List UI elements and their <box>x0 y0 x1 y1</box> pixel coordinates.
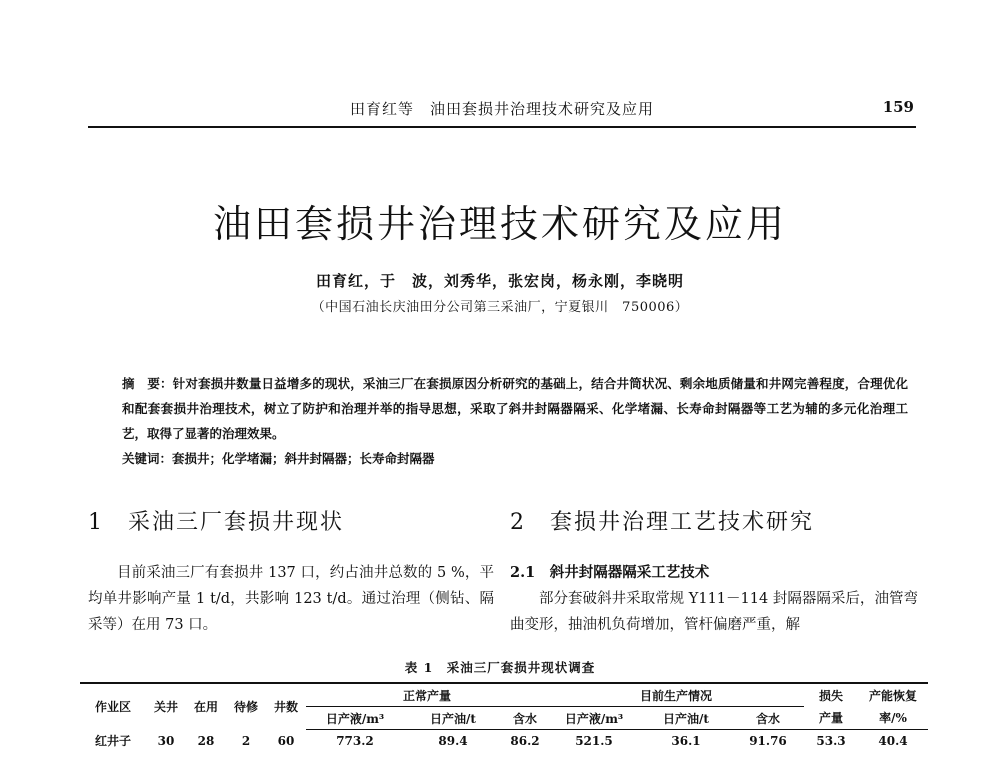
table-cell: 53.3 <box>816 734 846 748</box>
table-cell: 40.4 <box>878 734 908 748</box>
table-1 <box>80 682 928 760</box>
table-cell: 2 <box>241 733 251 748</box>
table-cell: 89.4 <box>438 734 468 748</box>
section-2-heading: 2 套损井治理工艺技术研究 <box>510 510 814 535</box>
table-cell: 91.76 <box>749 734 787 748</box>
col-header-oil-current: 日产油/t <box>640 707 732 730</box>
col-header-well-count: 井数 <box>266 683 306 730</box>
table-cell: 521.5 <box>575 734 613 748</box>
section-1-heading: 1 采油三厂套损井现状 <box>88 510 344 535</box>
abstract <box>122 371 908 446</box>
col-header-shut-in: 关井 <box>146 683 186 730</box>
col-header-oil: 日产油/t <box>404 707 502 730</box>
col-header-waiting-repair: 待修 <box>226 683 266 730</box>
right-column <box>510 560 918 638</box>
group-header-normal: 正常产量 <box>306 683 548 707</box>
table-cell: 红井子 <box>94 734 131 749</box>
abstract-text: 针对套损井数量日益增多的现状，采油三厂在套损原因分析研究的基础上，结合井筒状况、剩余地质储量和井网完善程度，合理优化和配套套损井治理技术，树立了防护和治理并举的指导思想，采取了斜井封隔器隔采、化学堵漏、长寿命封隔器等工艺为辅的多元化治理工艺，取得了显著的治理效果。 <box>122 376 908 441</box>
col-header-loss-1: 损失 <box>804 683 858 707</box>
table-cell: 86.2 <box>510 734 540 748</box>
subsection-2-1-heading: 2.1 斜井封隔器隔采工艺技术 <box>510 564 710 581</box>
col-header-in-use: 在用 <box>186 683 226 730</box>
keywords-label: 关键词： <box>122 451 173 466</box>
paper-title: 油田套损井治理技术研究及应用 <box>212 202 787 246</box>
group-header-current: 目前生产情况 <box>548 683 804 707</box>
col-header-area: 作业区 <box>80 683 146 730</box>
abstract-label: 摘 要： <box>122 376 173 391</box>
table-caption: 表 1 采油三厂套损井现状调查 <box>404 660 596 675</box>
page-number: 159 <box>882 98 914 116</box>
col-header-recovery-2: 率/% <box>858 707 928 730</box>
col-header-loss-2: 产量 <box>804 707 858 730</box>
col-header-water-cut: 含水 <box>502 707 548 730</box>
table-cell: 60 <box>277 733 295 748</box>
table-cell: 28 <box>197 733 215 748</box>
running-header <box>88 92 916 128</box>
table-cell: 30 <box>157 733 175 748</box>
table-header-row-1 <box>80 683 928 707</box>
authors: 田育红，于 波，刘秀华，张宏岗，杨永刚，李晓明 <box>315 272 684 290</box>
keywords <box>122 446 908 471</box>
col-header-liquid: 日产液/m³ <box>306 707 404 730</box>
col-header-water-cut-current: 含水 <box>732 707 804 730</box>
section-1-paragraph: 目前采油三厂有套损井 137 口，约占油井总数的 5 %，平均单井影响产量 1 t/d，共影响 123 t/d。通过治理（侧钻、隔采等）在用 73 口。 <box>88 565 494 633</box>
table-cell: 773.2 <box>336 734 374 748</box>
abstract-block <box>122 371 908 471</box>
running-title: 田育红等 油田套损井治理技术研究及应用 <box>349 100 654 118</box>
table-row <box>80 730 928 753</box>
affiliation: （中国石油长庆油田分公司第三采油厂，宁夏银川 750006） <box>311 300 689 315</box>
col-header-recovery-1: 产能恢复 <box>858 683 928 707</box>
keywords-text: 套损井；化学堵漏；斜井封隔器；长寿命封隔器 <box>172 451 435 466</box>
section-2-paragraph: 部分套破斜井采取常规 Y111－114 封隔器隔采后，油管弯曲变形，抽油机负荷增加，管杆偏磨严重，解 <box>510 591 918 633</box>
header-rule <box>88 126 916 128</box>
table-cell: 36.1 <box>671 734 701 748</box>
left-column <box>88 560 494 638</box>
col-header-liquid-current: 日产液/m³ <box>548 707 640 730</box>
